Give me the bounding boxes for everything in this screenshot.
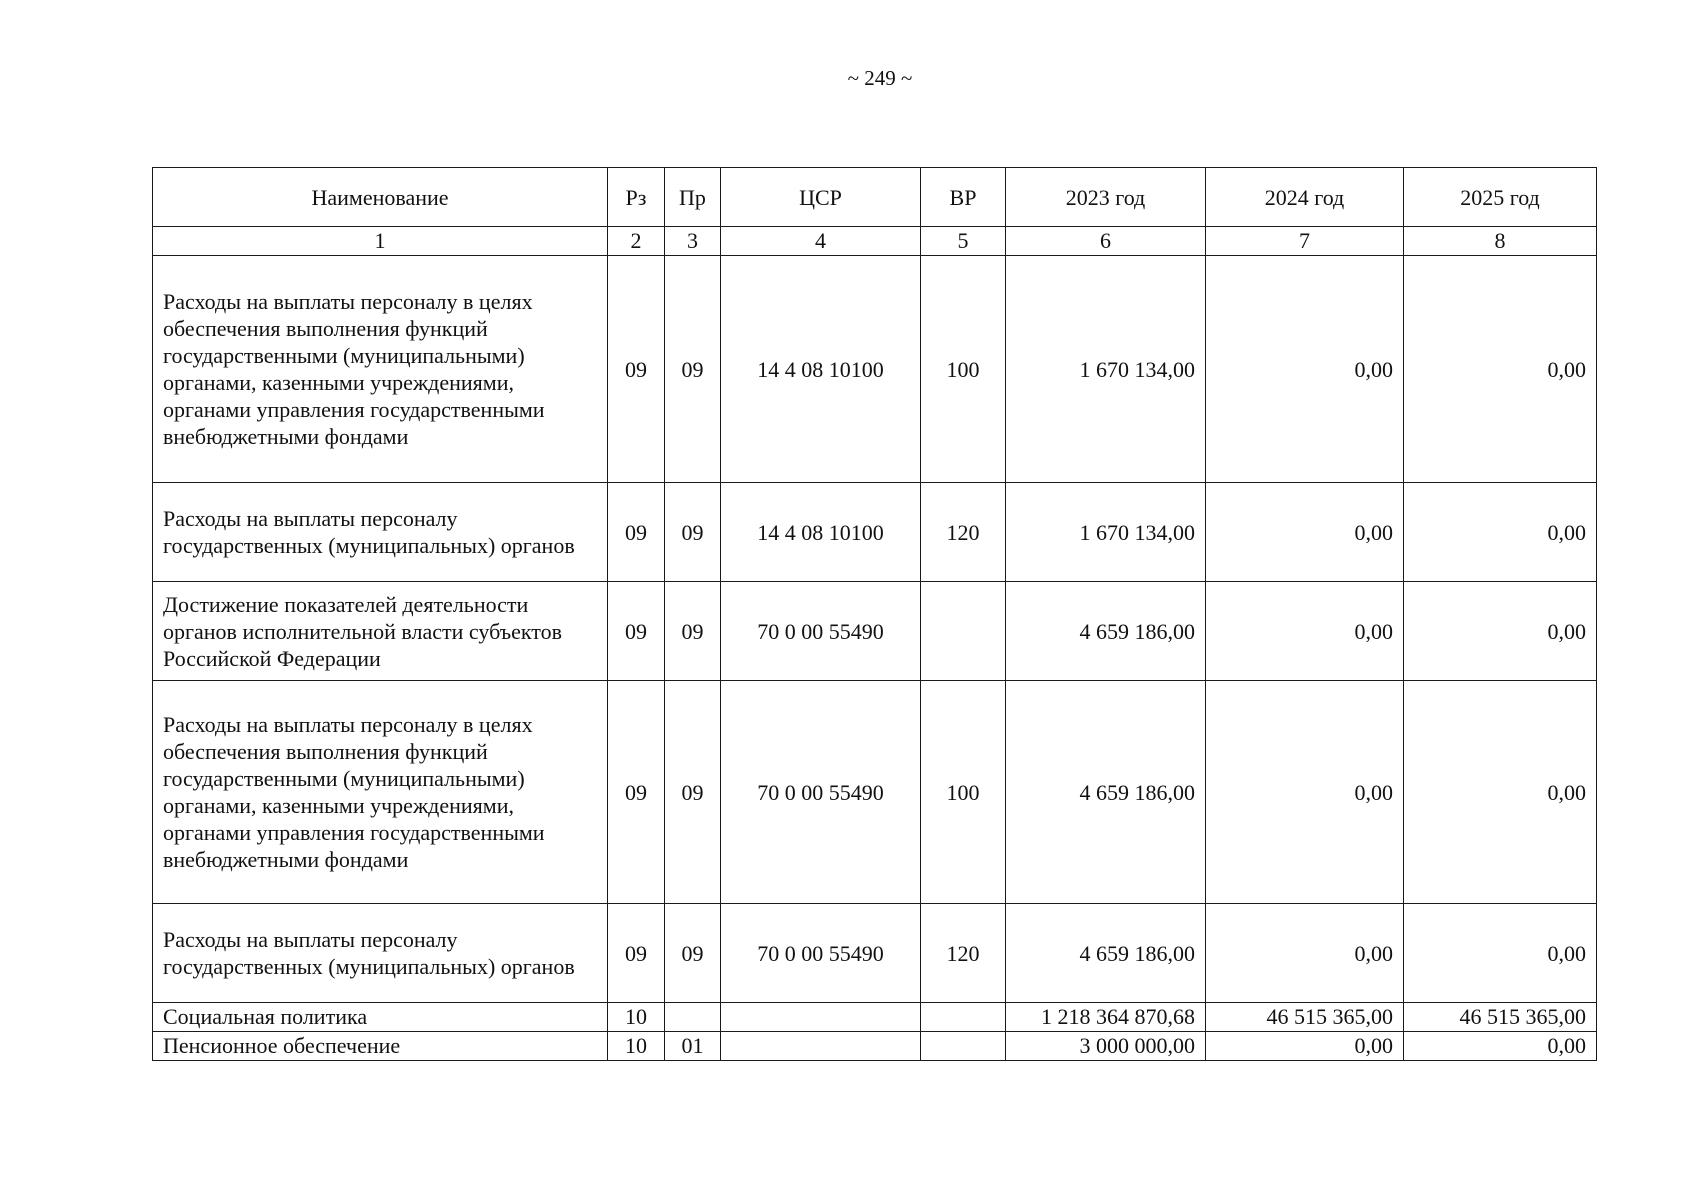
row-vr: 120 <box>921 904 1006 1003</box>
column-number: 5 <box>921 227 1006 256</box>
row-csr: 14 4 08 10100 <box>721 256 921 483</box>
row-pr: 09 <box>665 904 721 1003</box>
row-name: Достижение показателей деятельности органов исполнительной власти субъектов Российской Федерации <box>153 582 608 681</box>
table-row <box>153 256 1597 483</box>
row-csr: 70 0 00 55490 <box>721 681 921 904</box>
header-2024: 2024 год <box>1206 168 1404 227</box>
row-2025: 0,00 <box>1404 483 1597 582</box>
row-2025: 0,00 <box>1404 904 1597 1003</box>
row-2025: 0,00 <box>1404 582 1597 681</box>
row-vr <box>921 1032 1006 1061</box>
row-pr: 01 <box>665 1032 721 1061</box>
row-name: Расходы на выплаты персоналу в целях обеспечения выполнения функций государственными (муниципальными) органами, казенными учреждениями, органами управления государственными внебюджетными фондами <box>153 681 608 904</box>
row-rz: 09 <box>608 483 665 582</box>
row-2023: 1 670 134,00 <box>1006 256 1206 483</box>
budget-table <box>152 167 1597 1061</box>
row-2025: 0,00 <box>1404 256 1597 483</box>
row-pr: 09 <box>665 681 721 904</box>
column-number: 6 <box>1006 227 1206 256</box>
row-2023: 4 659 186,00 <box>1006 681 1206 904</box>
row-rz: 09 <box>608 904 665 1003</box>
row-rz: 09 <box>608 582 665 681</box>
table-row <box>153 483 1597 582</box>
row-rz: 10 <box>608 1032 665 1061</box>
row-name: Пенсионное обеспечение <box>153 1032 608 1061</box>
row-2025: 0,00 <box>1404 1032 1597 1061</box>
row-2023: 1 670 134,00 <box>1006 483 1206 582</box>
row-vr <box>921 1003 1006 1032</box>
row-vr <box>921 582 1006 681</box>
table-row <box>153 904 1597 1003</box>
row-vr: 100 <box>921 256 1006 483</box>
table-row <box>153 681 1597 904</box>
row-2024: 0,00 <box>1206 904 1404 1003</box>
column-number-row <box>153 227 1597 256</box>
row-csr <box>721 1032 921 1061</box>
column-number: 3 <box>665 227 721 256</box>
row-pr <box>665 1003 721 1032</box>
row-rz: 09 <box>608 256 665 483</box>
row-pr: 09 <box>665 483 721 582</box>
table-row <box>153 582 1597 681</box>
row-2025: 46 515 365,00 <box>1404 1003 1597 1032</box>
row-2025: 0,00 <box>1404 681 1597 904</box>
row-name: Социальная политика <box>153 1003 608 1032</box>
row-2024: 0,00 <box>1206 1032 1404 1061</box>
header-2023: 2023 год <box>1006 168 1206 227</box>
row-2023: 4 659 186,00 <box>1006 582 1206 681</box>
column-number: 2 <box>608 227 665 256</box>
header-pr: Пр <box>665 168 721 227</box>
column-number: 8 <box>1404 227 1597 256</box>
row-vr: 120 <box>921 483 1006 582</box>
row-2023: 3 000 000,00 <box>1006 1032 1206 1061</box>
row-2024: 0,00 <box>1206 483 1404 582</box>
row-pr: 09 <box>665 582 721 681</box>
row-2024: 0,00 <box>1206 681 1404 904</box>
row-2024: 0,00 <box>1206 582 1404 681</box>
column-number: 7 <box>1206 227 1404 256</box>
row-csr: 14 4 08 10100 <box>721 483 921 582</box>
header-csr: ЦСР <box>721 168 921 227</box>
row-vr: 100 <box>921 681 1006 904</box>
row-rz: 10 <box>608 1003 665 1032</box>
table-row <box>153 1003 1597 1032</box>
row-csr: 70 0 00 55490 <box>721 582 921 681</box>
page-number: ~ 249 ~ <box>847 66 913 90</box>
row-2023: 4 659 186,00 <box>1006 904 1206 1003</box>
row-rz: 09 <box>608 681 665 904</box>
header-rz: Рз <box>608 168 665 227</box>
table-row <box>153 1032 1597 1061</box>
header-name: Наименование <box>153 168 608 227</box>
column-number: 4 <box>721 227 921 256</box>
header-row <box>153 168 1597 227</box>
row-2023: 1 218 364 870,68 <box>1006 1003 1206 1032</box>
row-name: Расходы на выплаты персоналу государственных (муниципальных) органов <box>153 483 608 582</box>
row-name: Расходы на выплаты персоналу в целях обеспечения выполнения функций государственными (муниципальными) органами, казенными учреждениями, органами управления государственными внебюджетными фондами <box>153 256 608 483</box>
row-csr <box>721 1003 921 1032</box>
header-2025: 2025 год <box>1404 168 1597 227</box>
row-name: Расходы на выплаты персоналу государственных (муниципальных) органов <box>153 904 608 1003</box>
row-pr: 09 <box>665 256 721 483</box>
row-2024: 46 515 365,00 <box>1206 1003 1404 1032</box>
header-vr: ВР <box>921 168 1006 227</box>
row-csr: 70 0 00 55490 <box>721 904 921 1003</box>
row-2024: 0,00 <box>1206 256 1404 483</box>
column-number: 1 <box>153 227 608 256</box>
